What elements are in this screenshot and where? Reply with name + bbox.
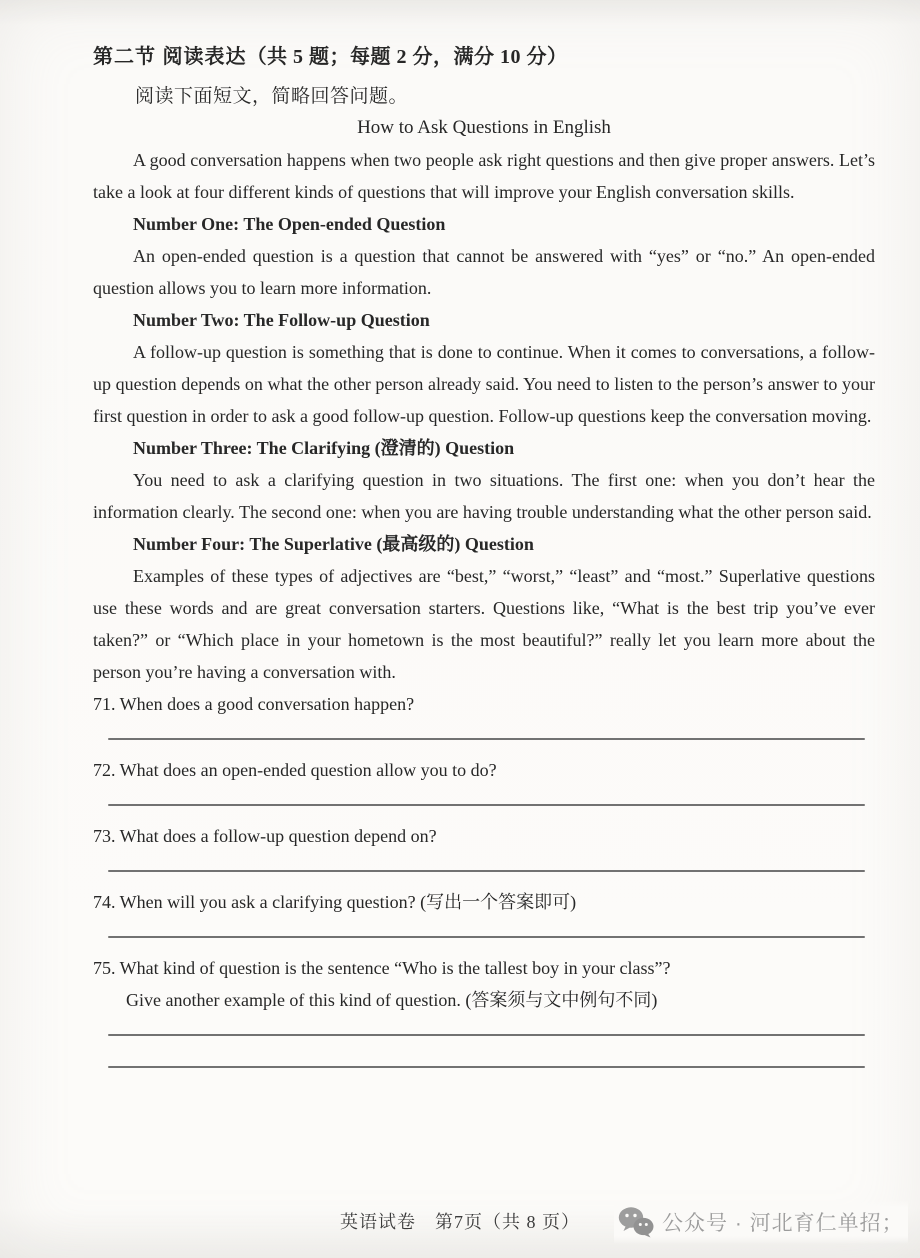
passage-paragraph: You need to ask a clarifying question in two situations. The first one: when you don’t hear the information clearly. The second one: when you are having trouble understanding what the other person said. (93, 470, 875, 522)
question-item (93, 820, 875, 872)
passage-paragraph: A good conversation happens when two people ask right questions and then give proper answers. Let’s take a look at four different kinds of questions that will improve your English conversation skills. (93, 150, 875, 202)
question-text: 75. What kind of question is the sentence “Who is the tallest boy in your class”? (93, 958, 671, 978)
answer-blank-line (108, 1034, 865, 1036)
answer-blank-line (108, 804, 865, 806)
question-text: 73. What does a follow-up question depend on? (93, 826, 437, 846)
passage-heading: Number Two: The Follow-up Question (133, 310, 430, 330)
page-number-label: 英语试卷 第7页（共 8 页） (340, 1212, 580, 1232)
passage-heading: Number Four: The Superlative (最高级的) Question (133, 534, 534, 554)
section-instruction: 阅读下面短文，简略回答问题。 (135, 86, 409, 107)
answer-blank-line (108, 1066, 865, 1068)
question-text-continuation: Give another example of this kind of question. (答案须与文中例句不同) (126, 990, 658, 1010)
section-score-info: （共 5 题；每题 2 分，满分 10 分） (246, 46, 568, 68)
watermark (614, 1200, 908, 1244)
question-text: 72. What does an open-ended question allow you to do? (93, 760, 497, 780)
page-footer (0, 1200, 920, 1240)
answer-blank-line (108, 738, 865, 740)
question-item (93, 688, 875, 740)
section-header (93, 44, 875, 70)
answer-blank-line (108, 870, 865, 872)
questions (93, 688, 875, 1068)
wechat-icon (618, 1206, 654, 1238)
watermark-text: 公众号 · 河北育仁单招； (662, 1212, 904, 1235)
page-content (93, 44, 875, 1082)
passage-title: How to Ask Questions in English (357, 117, 611, 138)
section-title: 第二节 阅读表达 (93, 46, 247, 68)
passage-heading: Number One: The Open-ended Question (133, 214, 446, 234)
passage-blocks (93, 144, 875, 688)
question-item (93, 754, 875, 806)
question-text: 74. When will you ask a clarifying question? (写出一个答案即可) (93, 892, 577, 912)
passage-paragraph: A follow-up question is something that is done to continue. When it comes to conversations, a follow-up question depends on what the other person already said. You need to listen to the person’s answer to your first question in order to ask a good follow-up question. Follow-up questions keep the conversation moving. (93, 342, 875, 426)
question-item (93, 952, 875, 1068)
passage-heading: Number Three: The Clarifying (澄清的) Question (133, 438, 515, 458)
answer-blank-line (108, 936, 865, 938)
passage-paragraph: An open-ended question is a question that cannot be answered with “yes” or “no.” An open-ended question allows you to learn more information. (93, 246, 875, 298)
question-item (93, 886, 875, 938)
question-text: 71. When does a good conversation happen? (93, 694, 415, 714)
passage-paragraph: Examples of these types of adjectives are “best,” “worst,” “least” and “most.” Superlative questions use these words and are great conversation starters. Questions like, “What is the best trip you’ve ever taken?” or “Which place in your hometown is the most beautiful?” really let you learn more about the person you’re having a conversation with. (93, 566, 875, 682)
